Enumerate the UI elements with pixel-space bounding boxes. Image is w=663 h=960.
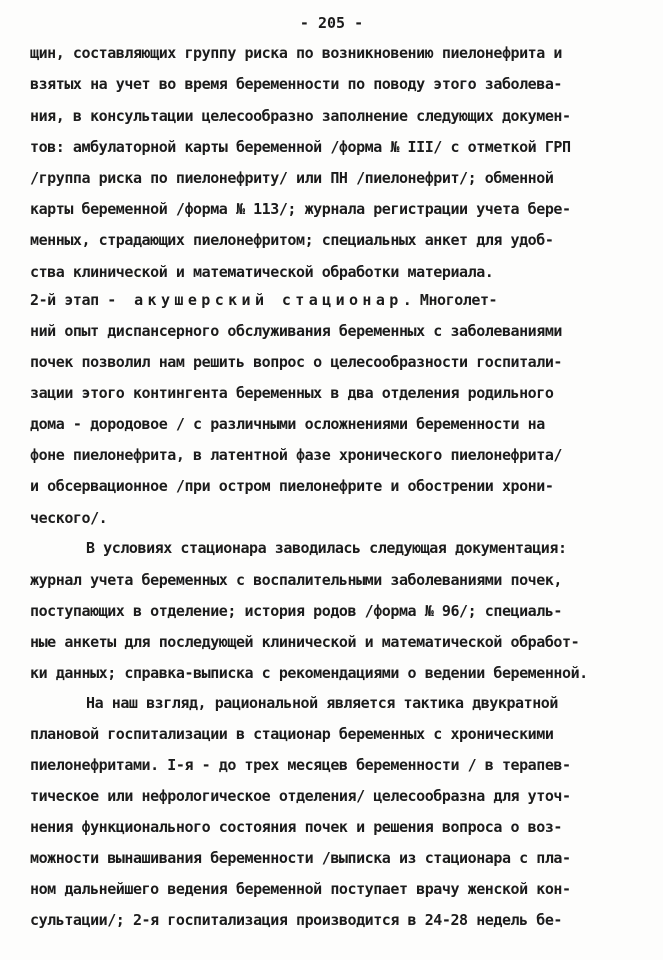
text-line: пиелонефритами. I-я - до трех месяцев беременности / в терапев- [30,756,571,774]
text-line-indented: На наш взгляд, рациональной является тактика двукратной [86,694,558,712]
text-line: можности вынашивания беременности /выписка из стационара с пла- [30,849,571,867]
text-line: фоне пиелонефрита, в латентной фазе хронического пиелонефрита/ [30,446,563,464]
text-line: менных, страдающих пиелонефритом; специальных анкет для удоб- [30,231,554,249]
text-line: зации этого контингента беременных в два отделения родильного [30,384,554,402]
stage-continuation: . Многолет- [402,291,498,309]
text-line: нения функционального состояния почек и решения вопроса о воз- [30,818,563,836]
text-line: щин, составляющих группу риска по возникновению пиелонефрита и [30,44,563,62]
text-line: дома - дородовое / с различными осложнениями беременности на [30,415,545,433]
page-number: - 205 - [299,14,364,32]
text-line: тическое или нефрологическое отделения/ целесообразна для уточ- [30,787,571,805]
section-heading-line [30,291,497,309]
text-line: журнал учета беременных с воспалительными заболеваниями почек, [30,571,563,589]
text-line: и обсервационное /при остром пиелонефрите и обострении хрони- [30,477,554,495]
text-line: ний опыт диспансерного обслуживания беременных с заболеваниями [30,322,563,340]
text-line: карты беременной /форма № 113/; журнала регистрации учета бере- [30,200,571,218]
text-line: ства клинической и математической обработки материала. [30,263,494,281]
text-line: ческого/. [30,509,108,527]
stage-title: - акушерский стационар [107,291,403,309]
text-line: плановой госпитализации в стационар беременных с хроническими [30,725,554,743]
text-line: ки данных; справка-выписка с рекомендациями о ведении беременной. [30,664,588,682]
text-line: ные анкеты для последующей клинической и математической обработ- [30,633,580,651]
text-line: /группа риска по пиелонефриту/ или ПН /пиелонефрит/; обменной [30,169,554,187]
text-line: поступающих в отделение; история родов /форма № 96/; специаль- [30,602,563,620]
text-line: тов: амбулаторной карты беременной /форма № III/ с отметкой ГРП [30,138,571,156]
text-line: сультации/; 2-я госпитализация производится в 24-28 недель бе- [30,911,563,929]
text-line: почек позволил нам решить вопрос о целесообразности госпитали- [30,353,563,371]
text-line: ном дальнейшего ведения беременной поступает врачу женской кон- [30,880,571,898]
stage-label: 2-й этап [30,291,99,309]
text-line: взятых на учет во время беременности по поводу этого заболева- [30,75,563,93]
text-line: ния, в консультации целесообразно заполнение следующих докумен- [30,107,571,125]
text-line-indented: В условиях стационара заводилась следующая документация: [86,539,567,557]
